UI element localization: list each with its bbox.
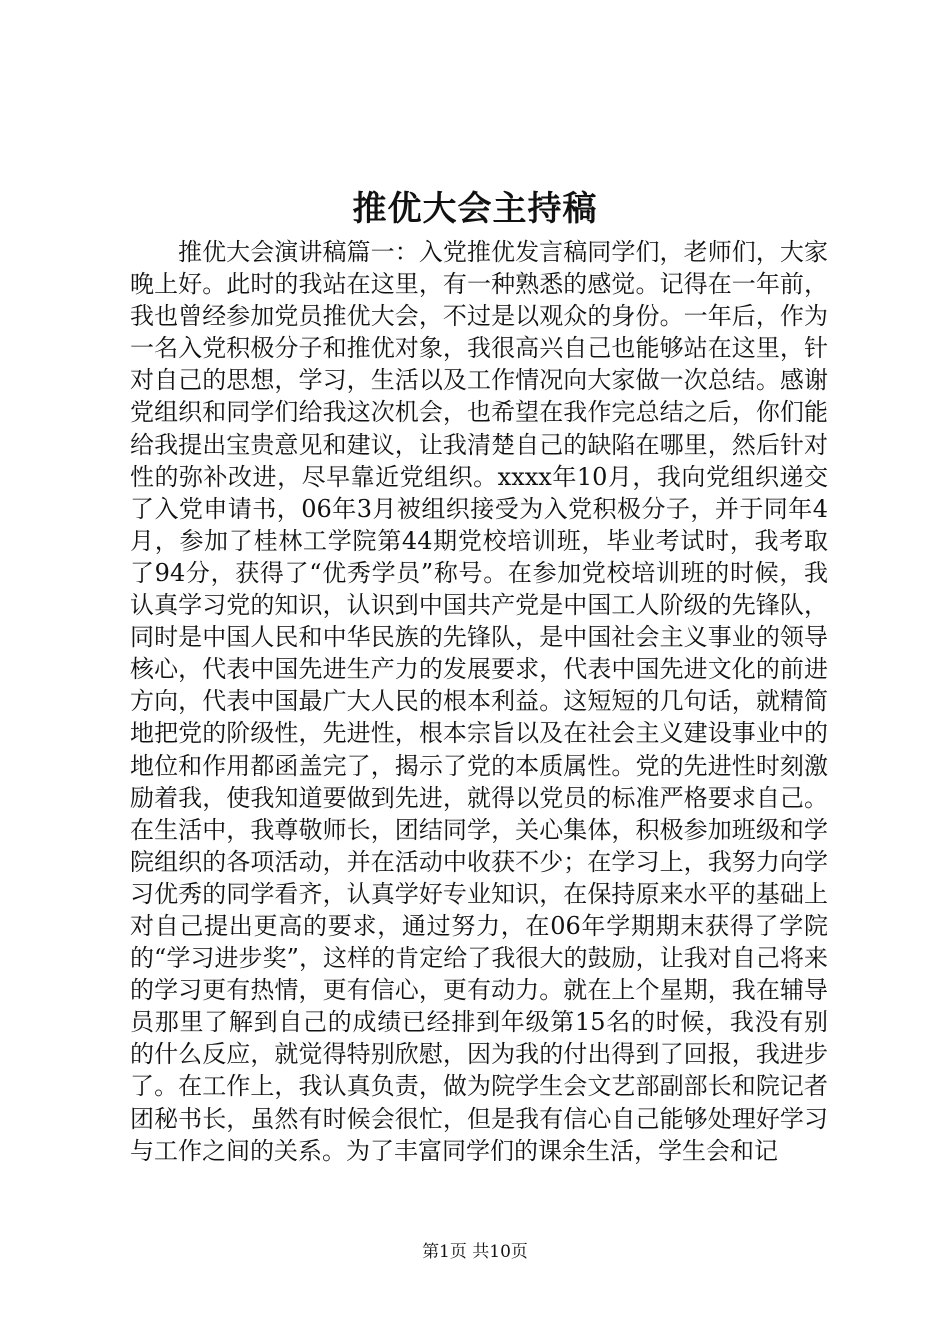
document-title: 推优大会主持稿 <box>352 189 598 229</box>
document-body-paragraph: 推优大会演讲稿篇一：入党推优发言稿同学们，老师们，大家晚上好。此时的我站在这里，有一种熟悉的感觉。记得在一年前，我也曾经参加党员推优大会，不过是以观众的身份。一年后，作为一名入党积极分子和推优对象，我很高兴自己也能够站在这里，针对自己的思想，学习，生活以及工作情况向大家做一次总结。感谢党组织和同学们给我这次机会，也希望在我作完总结之后，你们能给我提出宝贵意见和建议，让我清楚自己的缺陷在哪里，然后针对性的弥补改进，尽早靠近党组织。xxxx年10月，我向党组织递交了入党申请书，06年3月被组织接受为入党积极分子，并于同年4月，参加了桂林工学院第44期党校培训班，毕业考试时，我考取了94分，获得了“优秀学员”称号。在参加党校培训班的时候，我认真学习党的知识，认识到中国共产党是中国工人阶级的先锋队，同时是中国人民和中华民族的先锋队，是中国社会主义事业的领导核心，代表中国先进生产力的发展要求，代表中国先进文化的前进方向，代表中国最广大人民的根本利益。这短短的几句话，就精简地把党的阶级性，先进性，根本宗旨以及在社会主义建设事业中的地位和作用都函盖完了，揭示了党的本质属性。党的先进性时刻激励着我，使我知道要做到先进，就得以党员的标准严格要求自己。在生活中，我尊敬师长，团结同学，关心集体，积极参加班级和学院组织的各项活动，并在活动中收获不少；在学习上，我努力向学习优秀的同学看齐，认真学好专业知识，在保持原来水平的基础上对自己提出更高的要求，通过努力，在06年学期期末获得了学院的“学习进步奖”，这样的肯定给了我很大的鼓励，让我对自己将来的学习更有热情，更有信心，更有动力。就在上个星期，我在辅导员那里了解到自己的成绩已经排到年级第15名的时候，我没有别的什么反应，就觉得特别欣慰，因为我的付出得到了回报，我进步了。在工作上，我认真负责，做为院学生会文艺部副部长和院记者团秘书长，虽然有时候会很忙，但是我有信心自己能够处理好学习与工作之间的关系。为了丰富同学们的课余生活，学生会和记 <box>130 238 828 1165</box>
page-number-footer: 第1页 共10页 <box>422 1242 528 1262</box>
